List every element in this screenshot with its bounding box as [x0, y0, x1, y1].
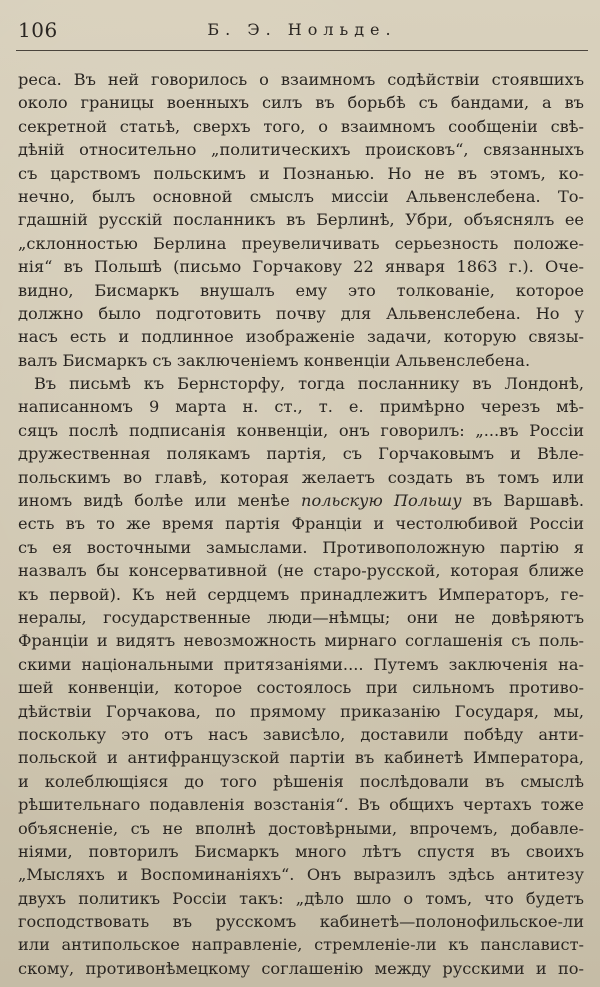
text-line: Въ письмѣ къ Бернсторфу, тогда посланнику въ Лондонѣ,	[34, 374, 584, 394]
text-line: дружественная полякамъ партія, съ Горчаковымъ и Вѣле-	[18, 444, 584, 464]
text-line: реса. Въ ней говорилось о взаимномъ содѣйствіи стоявшихъ	[18, 70, 584, 89]
text-line: двухъ политикъ Россіи такъ: „дѣло шло о томъ, что будетъ	[18, 888, 584, 908]
text-line: секретной статьѣ, сверхъ того, о взаимномъ сообщеніи свѣ-	[18, 116, 584, 136]
text-line: нералы, государственные люди—нѣмцы; они не довѣряютъ	[18, 607, 584, 627]
text-line: валъ Бисмаркъ съ заключеніемъ конвенціи Альвенслебена.	[18, 350, 531, 370]
text-line: шей конвенціи, которое состоялось при сильномъ противо-	[18, 678, 584, 698]
text-line: „Мысляхъ и Воспоминаніяхъ“. Онъ выразилъ здѣсь антитезу	[18, 865, 584, 885]
text-line: и колеблющіяся до того рѣшенія послѣдовали въ смыслѣ	[18, 771, 584, 791]
header-rule	[16, 50, 588, 51]
text-line: рѣшительнаго подавленія возстанія“. Въ общихъ чертахъ тоже	[18, 795, 584, 815]
text-line: нія“ въ Польшѣ (письмо Горчакову 22 января 1863 г.). Оче-	[18, 257, 584, 277]
text-line: назвалъ бы консервативной (не старо-русской, которая ближе	[18, 561, 584, 581]
text-line: нечно, былъ основной смыслъ миссіи Альвенслебена. То-	[18, 186, 584, 206]
text-line: или антипольское направленіе, стремленіе-ли къ панславист-	[18, 935, 584, 955]
text-line: написанномъ 9 марта н. ст., т. е. примѣрно черезъ мѣ-	[18, 397, 584, 417]
page-header	[16, 14, 588, 50]
text-line: съ царствомъ польскимъ и Познанью. Но не въ этомъ, ко-	[18, 163, 584, 183]
text-line: сяцъ послѣ подписанія конвенціи, онъ говорилъ: „...въ Россіи	[18, 420, 584, 440]
text-line: Франціи и видятъ невозможность мирнаго соглашенія съ поль-	[18, 631, 584, 651]
page-number: 106	[18, 18, 58, 42]
text-line: съ ея восточными замыслами. Противоположную партію я	[18, 537, 584, 557]
text-line: дѣйствіи Горчакова, по прямому приказанію Государя, мы,	[18, 701, 584, 721]
text-line: польской и антифранцузской партіи въ кабинетѣ Императора,	[18, 748, 584, 768]
text-line: скому, противонѣмецкому соглашенію между русскими и по-	[18, 958, 584, 978]
text-line: дѣній относительно „политическихъ происковъ“, связанныхъ	[18, 140, 584, 160]
text-line: объясненіе, съ не вполнѣ достовѣрными, впрочемъ, добавле-	[18, 818, 584, 838]
italic-phrase: польскую Польшу	[301, 491, 462, 511]
text-line: „склонностью Берлина преувеличивать серьезность положе-	[18, 233, 584, 253]
running-head: Б. Э. Нольде.	[207, 20, 397, 39]
text-segment: въ Варшавѣ.	[461, 491, 584, 511]
body-text	[18, 68, 584, 980]
text-line: поскольку это отъ насъ зависѣло, доставили побѣду анти-	[18, 724, 584, 744]
text-line: около границы военныхъ силъ въ борьбѣ съ бандами, а въ	[18, 93, 584, 113]
text-line	[18, 489, 584, 512]
text-line: насъ есть и подлинное изображеніе задачи, которую связы-	[18, 327, 584, 347]
text-line: ніями, повторилъ Бисмаркъ много лѣтъ спустя въ своихъ	[18, 841, 584, 861]
text-line: есть въ то же время партія Франціи и честолюбивой Россіи	[18, 514, 584, 534]
text-line: господствовать въ русскомъ кабинетѣ—полонофильское-ли	[18, 912, 584, 932]
text-line: къ первой). Къ ней сердцемъ принадлежитъ Императоръ, ге-	[18, 584, 584, 604]
text-line: скими національными притязаніями.... Путемъ заключенія на-	[18, 654, 584, 674]
text-line: должно было подготовить почву для Альвенслебена. Но у	[18, 303, 584, 323]
text-line: польскимъ во главѣ, которая желаетъ создать въ томъ или	[18, 467, 584, 487]
text-line: гдашній русскій посланникъ въ Берлинѣ, Убри, объяснялъ ее	[18, 210, 584, 230]
text-segment: иномъ видѣ болѣе или менѣе	[18, 491, 302, 511]
text-line: видно, Бисмаркъ внушалъ ему это толкованіе, которое	[18, 280, 584, 300]
